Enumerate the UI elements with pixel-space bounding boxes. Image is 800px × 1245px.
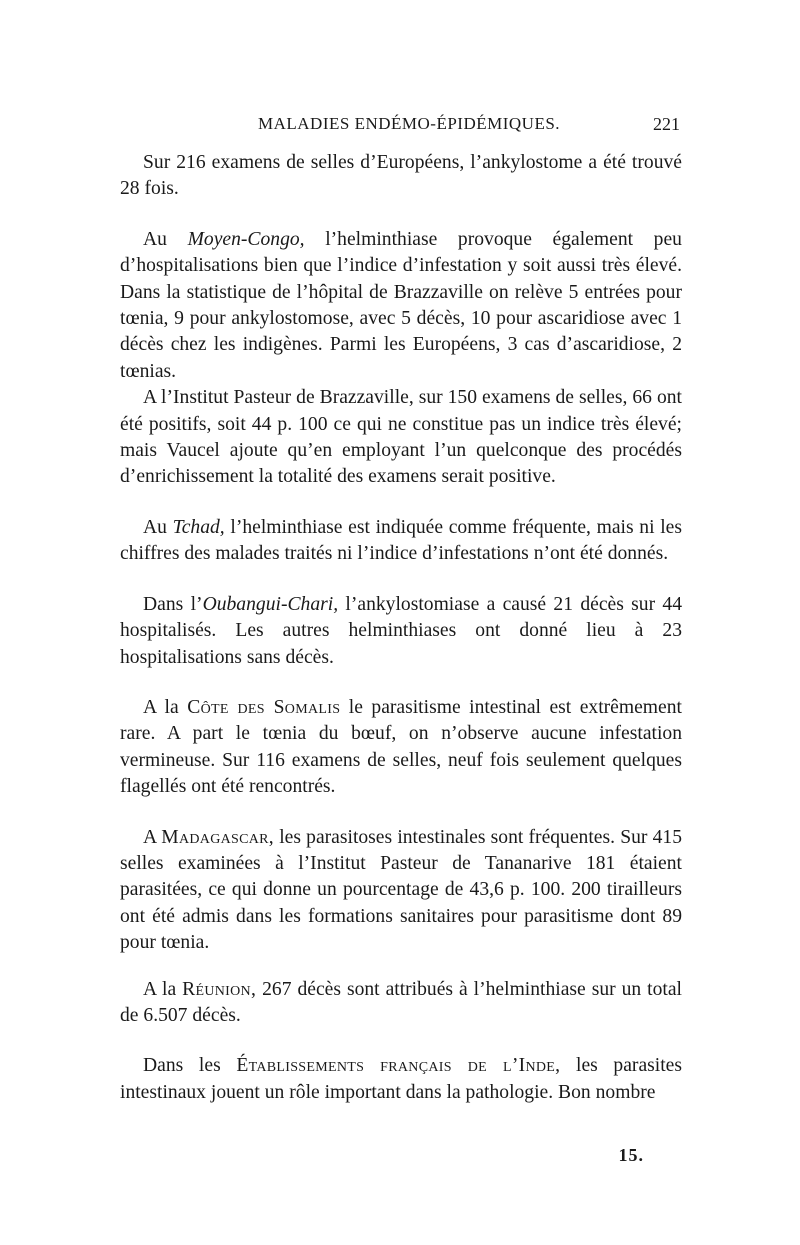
paragraph-moyen-congo [120, 227, 682, 385]
place-name: Oubangui-Chari, [202, 593, 339, 615]
paragraph-text: les parasites intestinaux jouent un rôle important dans la pathologie. Bon nombre [120, 1055, 682, 1103]
paragraph-cote-des-somalis [120, 695, 682, 801]
paragraph-lead: Au [143, 516, 173, 538]
paragraph-text: A l’Institut Pasteur de Brazzaville, sur 150 examens de selles, 66 ont été positifs, soit 44 p. 100 ce qui ne constitue pas un indice très élevé; mais Vaucel ajoute qu’en employant l’un quelconque des procédés d’enrichissement la totalité des examens serait positive. [120, 387, 682, 488]
paragraph-europeans [120, 150, 682, 203]
paragraph-text: l’helminthiase est indiquée comme fréquente, mais ni les chiffres des malades traités ni l’indice d’infestations n’ont été donnés. [120, 516, 682, 565]
paragraph-text: 267 décès sont attribués à l’helminthiase sur un total de 6.507 décès. [120, 978, 682, 1026]
paragraph-brazzaville [120, 385, 682, 491]
paragraph-reunion [120, 977, 682, 1030]
paragraph-text: les parasitoses intestinales sont fréquentes. Sur 415 selles examinées à l’Institut Pasteur de Tananarive 181 étaient parasitées, ce qui donne un pourcentage de 43,6 p. 100. 200 tirailleurs ont été admis dans les formations sanitaires pour parasitisme dont 89 pour tœnia. [120, 826, 683, 954]
paragraph-oubangui-chari [120, 592, 682, 671]
paragraph-text: l’helminthiase provoque également peu d’hospitalisations bien que l’indice d’infestation y soit aussi très élevé. Dans la statistique de l’hôpital de Brazzaville on relève 5 entrées pour tœnia, 9 pour ankylostomose, avec 5 décès, 10 pour ascaridiose avec 1 décès chez les indigènes. Parmi les Européens, 3 cas d’ascaridiose, 2 tœnias. [120, 228, 682, 382]
paragraph-text: Sur 216 examens de selles d’Européens, l’ankylostome a été trouvé 28 fois. [120, 152, 682, 200]
place-name: Réunion, [182, 978, 257, 1000]
place-name: Établissements français de l’Inde, [236, 1055, 561, 1077]
paragraph-lead: Dans l’ [143, 593, 203, 615]
running-header [120, 114, 680, 140]
paragraph-lead: Au [143, 228, 188, 250]
paragraph-lead: A la [143, 696, 188, 718]
paragraph-lead: A la [143, 978, 183, 1000]
paragraph-lead: Dans les [143, 1055, 237, 1077]
body-text [120, 150, 682, 1106]
paragraph-text: le parasitisme intestinal est extrêmement rare. A part le tœnia du bœuf, on n’observe aucune infestation vermineuse. Sur 116 examens de selles, neuf fois seulement quelques flagellés ont été rencontrés. [120, 696, 682, 798]
signature-mark: 15. [618, 1145, 644, 1165]
place-name: Moyen-Congo, [187, 228, 305, 250]
running-title: MALADIES ENDÉMO-ÉPIDÉMIQUES. [258, 114, 561, 133]
place-name: Tchad, [172, 516, 225, 538]
paragraph-tchad [120, 515, 682, 568]
paragraph-inde [120, 1053, 682, 1106]
paragraph-lead: A [143, 826, 162, 848]
paragraph-text: l’ankylostomiase a causé 21 décès sur 44 hospitalisés. Les autres helminthiases ont donné lieu à 23 hospitalisations sans décès. [120, 593, 683, 668]
place-name: Madagascar, [161, 826, 275, 848]
page-number: 221 [653, 114, 680, 134]
paragraph-madagascar [120, 825, 682, 957]
place-name: Côte des Somalis [187, 696, 341, 718]
